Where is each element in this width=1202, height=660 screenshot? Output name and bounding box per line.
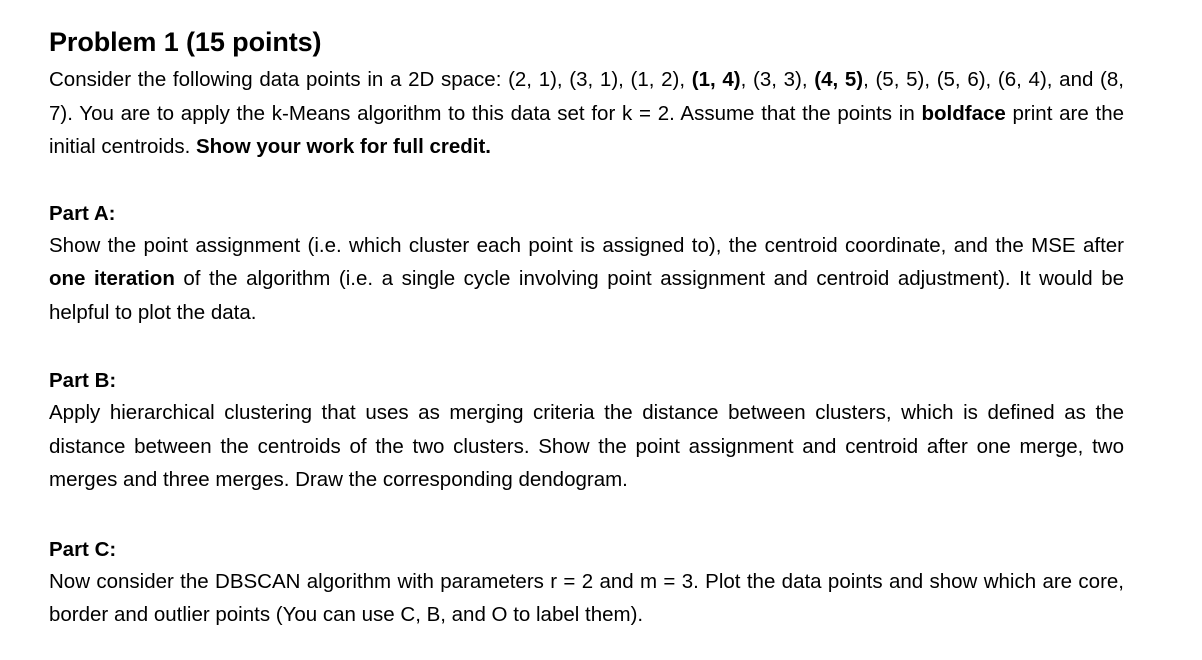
intro-text-4: print are the initial centroids. [49,101,1124,158]
part-a-bold-one-iteration: one iteration [49,267,175,290]
part-a-body [49,229,1124,330]
intro-text-2: , (3, 3), [740,68,815,91]
part-b-heading: Part B: [49,369,117,392]
intro-bold-boldface: boldface [921,101,1006,125]
problem-intro [49,63,1124,164]
part-a-text-1: Show the point assignment (i.e. which cluster each point is assigned to), the centroid coordinate, and the MSE after [49,233,1124,257]
part-a-heading: Part A: [49,201,116,225]
intro-bold-instruction: Show your work for full credit. [195,135,491,158]
problem-title: Problem 1 (15 points) [49,27,322,57]
intro-text-1: Consider the following data points in a 2D space: (2, 1), (3, 1), (1, 2), [49,68,692,91]
part-c-body: Now consider the DBSCAN algorithm with parameters r = 2 and m = 3. Plot the data points and show which are core, border and outlier points (You can use C, B, and O to label them). [49,569,1124,626]
part-c-heading: Part C: [49,537,117,561]
intro-bold-centroid-1: (1, 4) [691,68,741,91]
part-a-text-2: of the algorithm (i.e. a single cycle involving point assignment and centroid adjustment). It would be helpful to plot the data. [49,267,1124,324]
part-b-body: Apply hierarchical clustering that uses as merging criteria the distance between clusters, which is defined as the distance between the centroids of the two clusters. Show the point assignment and centroid after one merge, two merges and three merges. Draw the corresponding dendogram. [49,401,1124,491]
intro-bold-centroid-2: (4, 5) [814,68,864,91]
intro-text-3: , (5, 5), (5, 6), (6, 4), and (8, 7). You are to apply the k-Means algorithm to this data set for k = 2. Assume that the points in [49,68,1124,125]
